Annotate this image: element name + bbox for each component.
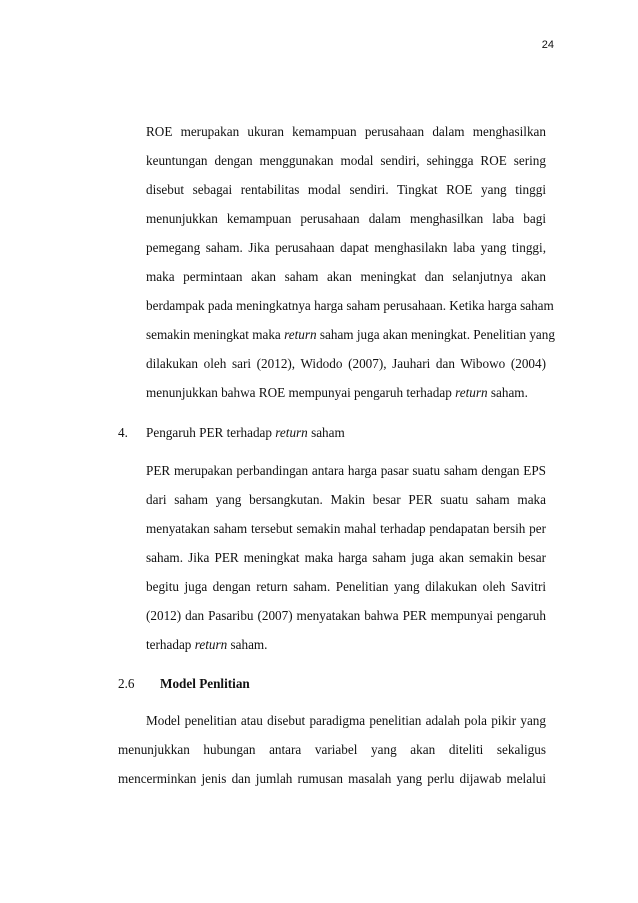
per-line: dari saham yang bersangkutan. Makin besar PER suatu saham maka [146, 492, 546, 507]
model-line: menunjukkan hubungan antara variabel yang akan diteliti sekaligus [118, 742, 546, 757]
model-line: Model penelitian atau disebut paradigma penelitian adalah pola pikir yang [146, 713, 546, 728]
roe-line: dilakukan oleh sari (2012), Widodo (2007), Jauhari dan Wibowo (2004) [146, 356, 546, 371]
roe-line: pemegang saham. Jika perusahaan dapat menghasilakn laba yang tinggi, [146, 240, 546, 255]
roe-line: menunjukkan kemampuan perusahaan dalam menghasilkan laba bagi [146, 211, 546, 226]
roe-line: disebut sebagai rentabilitas modal sendiri. Tingkat ROE yang tinggi [146, 182, 546, 197]
roe-line: keuntungan dengan menggunakan modal sendiri, sehingga ROE sering [146, 153, 546, 168]
roe-line: menunjukkan bahwa ROE mempunyai pengaruh terhadap return saham. [146, 385, 528, 400]
per-line: saham. Jika PER meningkat maka harga saham juga akan semakin besar [146, 550, 546, 565]
list-item-title: Pengaruh PER terhadap return saham [146, 425, 345, 440]
page-number: 24 [541, 39, 554, 51]
roe-line: semakin meningkat maka return saham juga akan meningkat. Penelitian yang [146, 327, 555, 342]
per-line: PER merupakan perbandingan antara harga pasar suatu saham dengan EPS [146, 463, 546, 478]
roe-line: maka permintaan akan saham akan meningkat dan selanjutnya akan [146, 269, 546, 284]
section-title: Model Penlitian [160, 676, 250, 691]
roe-line: berdampak pada meningkatnya harga saham perusahaan. Ketika harga saham [146, 298, 554, 313]
roe-line: ROE merupakan ukuran kemampuan perusahaan dalam menghasilkan [146, 124, 546, 139]
model-line: mencerminkan jenis dan jumlah rumusan masalah yang perlu dijawab melalui [118, 771, 546, 786]
per-line: terhadap return saham. [146, 637, 268, 652]
per-line: menyatakan saham tersebut semakin mahal terhadap pendapatan bersih per [146, 521, 546, 536]
section-number: 2.6 [118, 676, 135, 691]
list-number: 4. [118, 425, 128, 440]
per-line: begitu juga dengan return saham. Penelitian yang dilakukan oleh Savitri [146, 579, 546, 594]
per-line: (2012) dan Pasaribu (2007) menyatakan bahwa PER mempunyai pengaruh [146, 608, 546, 623]
